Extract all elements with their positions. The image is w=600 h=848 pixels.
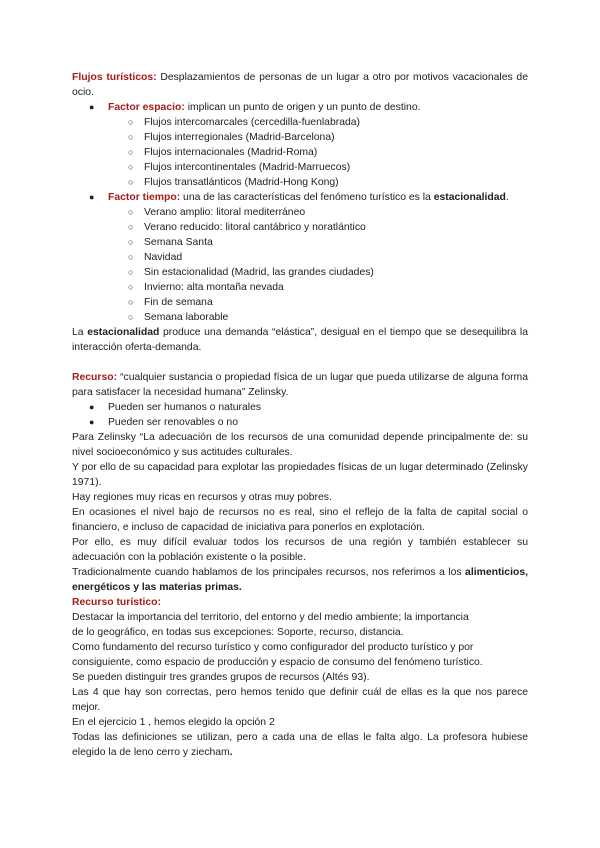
turistico-line: Se pueden distinguir tres grandes grupos de recursos (Altés 93). bbox=[72, 672, 370, 683]
document-body bbox=[72, 70, 528, 760]
filled-bullet-icon: ● bbox=[89, 402, 95, 412]
tiempo-subitem bbox=[72, 250, 528, 265]
flujos-paragraph bbox=[72, 70, 528, 100]
espacio-subitem-text: Flujos internacionales (Madrid-Roma) bbox=[144, 147, 318, 158]
factor-tiempo-bold: estacionalidad bbox=[433, 192, 506, 203]
flujos-factor-list bbox=[72, 100, 528, 325]
tiempo-subitem bbox=[72, 205, 528, 220]
tiempo-subitem bbox=[72, 220, 528, 235]
filled-bullet-icon: ● bbox=[89, 102, 95, 112]
capacidad-paragraph: Y por ello de su capacidad para explotar las propiedades físicas de un lugar determinado (Zelinsky 1971). bbox=[72, 462, 528, 488]
evaluar-paragraph: Por ello, es muy difícil evaluar todos los recursos de una región y también establecer su adecuación con la población existente o la posible. bbox=[72, 537, 528, 563]
espacio-subitem bbox=[72, 175, 528, 190]
tiempo-subitem-text: Invierno: alta montaña nevada bbox=[144, 282, 284, 293]
espacio-subitem-text: Flujos transatlánticos (Madrid-Hong Kong) bbox=[144, 177, 339, 188]
tiempo-subitem-text: Fin de semana bbox=[144, 297, 213, 308]
espacio-subitem-text: Flujos intercomarcales (cercedilla-fuenlabrada) bbox=[144, 117, 360, 128]
hollow-bullet-icon: ○ bbox=[128, 147, 134, 157]
recurso-heading: Recurso: bbox=[72, 372, 118, 383]
estacionalidad-paragraph bbox=[72, 325, 528, 355]
estacionalidad-bold: estacionalidad bbox=[87, 327, 160, 338]
definiciones-text: Todas las definiciones se utilizan, pero a cada una de ellas le falta algo. La profesora hubiese elegido la de leno cerro y ziecham bbox=[72, 732, 528, 758]
recurso-turistico-heading: Recurso turístico: bbox=[72, 597, 161, 608]
tiempo-subitem bbox=[72, 310, 528, 325]
tiempo-subitem-text: Navidad bbox=[144, 252, 183, 263]
hollow-bullet-icon: ○ bbox=[128, 267, 134, 277]
espacio-subitem-text: Flujos intercontinentales (Madrid-Marruecos) bbox=[144, 162, 351, 173]
tiempo-subitem-text: Semana laborable bbox=[144, 312, 229, 323]
turistico-line: consiguiente, como espacio de producción y espacio de consumo del fenómeno turístico. bbox=[72, 657, 483, 668]
turistico-line: de lo geográfico, en todas sus excepciones: Soporte, recurso, distancia. bbox=[72, 627, 404, 638]
recurso-paragraph bbox=[72, 370, 528, 400]
nivel-bajo-paragraph: En ocasiones el nivel bajo de recursos no es real, sino el reflejo de la falta de capital social o financiero, e incluso de capacidad de iniciativa para ponerlos en explotación. bbox=[72, 507, 528, 533]
hollow-bullet-icon: ○ bbox=[128, 297, 134, 307]
recurso-definition: “cualquier sustancia o propiedad física de un lugar que pueda utilizarse de alguna forma para satisfacer la necesidad humana” Zelinsky. bbox=[72, 372, 528, 398]
tiempo-subitem-text: Verano amplio: litoral mediterráneo bbox=[144, 207, 306, 218]
filled-bullet-icon: ● bbox=[89, 192, 95, 202]
factor-tiempo-end: . bbox=[505, 192, 509, 203]
flujos-text: Desplazamientos de personas de un lugar a otro por motivos vacacionales de ocio. bbox=[72, 72, 528, 98]
factor-espacio-label: Factor espacio: bbox=[108, 102, 185, 113]
filled-bullet-icon: ● bbox=[89, 417, 95, 427]
espacio-subitem-text: Flujos interregionales (Madrid-Barcelona) bbox=[144, 132, 335, 143]
estacionalidad-pre: La bbox=[72, 327, 88, 338]
turistico-line: Destacar la importancia del territorio, del entorno y del medio ambiente; la importancia bbox=[72, 612, 469, 623]
hollow-bullet-icon: ○ bbox=[128, 282, 134, 292]
hollow-bullet-icon: ○ bbox=[128, 207, 134, 217]
definiciones-paragraph bbox=[72, 730, 528, 760]
hollow-bullet-icon: ○ bbox=[128, 312, 134, 322]
factor-espacio-item bbox=[72, 100, 528, 115]
ejercicio-paragraph: En el ejercicio 1 , hemos elegido la opción 2 bbox=[72, 717, 275, 728]
espacio-subitem bbox=[72, 130, 528, 145]
tiempo-subitem-text: Semana Santa bbox=[144, 237, 213, 248]
tiempo-subitem bbox=[72, 295, 528, 310]
estacionalidad-post: produce una demanda “elástica”, desigual en el tiempo que se desequilibra la interacción oferta-demanda. bbox=[72, 327, 528, 353]
tiempo-subitem bbox=[72, 280, 528, 295]
recurso-bullet-item bbox=[72, 400, 528, 415]
espacio-subitem bbox=[72, 160, 528, 175]
hollow-bullet-icon: ○ bbox=[128, 237, 134, 247]
recurso-bullet-text: Pueden ser humanos o naturales bbox=[108, 402, 262, 413]
recurso-bullet-text: Pueden ser renovables o no bbox=[108, 417, 238, 428]
flujos-heading: Flujos turísticos: bbox=[72, 72, 157, 83]
factor-espacio-text: implican un punto de origen y un punto de destino. bbox=[184, 102, 421, 113]
recurso-bullet-item bbox=[72, 415, 528, 430]
factor-tiempo-label: Factor tiempo: bbox=[108, 192, 181, 203]
correctas-paragraph: Las 4 que hay son correctas, pero hemos tenido que definir cuál de ellas es la que nos parece mejor. bbox=[72, 687, 528, 713]
espacio-subitem bbox=[72, 115, 528, 130]
recurso-bullet-list bbox=[72, 400, 528, 430]
hollow-bullet-icon: ○ bbox=[128, 252, 134, 262]
hollow-bullet-icon: ○ bbox=[128, 177, 134, 187]
hollow-bullet-icon: ○ bbox=[128, 222, 134, 232]
hollow-bullet-icon: ○ bbox=[128, 162, 134, 172]
tradicional-text: Tradicionalmente cuando hablamos de los principales recursos, nos referimos a los bbox=[72, 567, 466, 578]
factor-tiempo-text: una de las características del fenómeno turístico es la bbox=[180, 192, 434, 203]
section-spacer bbox=[72, 355, 528, 370]
tiempo-subitem bbox=[72, 265, 528, 280]
hollow-bullet-icon: ○ bbox=[128, 117, 134, 127]
regiones-paragraph: Hay regiones muy ricas en recursos y otras muy pobres. bbox=[72, 492, 332, 503]
recurso-turistico-heading-line bbox=[72, 595, 528, 610]
espacio-subitem bbox=[72, 145, 528, 160]
tiempo-subitem-text: Sin estacionalidad (Madrid, las grandes ciudades) bbox=[144, 267, 374, 278]
hollow-bullet-icon: ○ bbox=[128, 132, 134, 142]
tradicional-bold: alimenticios, energéticos y las materias primas. bbox=[72, 567, 528, 593]
tradicional-paragraph bbox=[72, 565, 528, 595]
zelinsky-paragraph: Para Zelinsky “La adecuación de los recursos de una comunidad depende principalmente de: su nivel socioeconómico y sus actitudes culturales. bbox=[72, 432, 528, 458]
factor-tiempo-item bbox=[72, 190, 528, 205]
turistico-line: Como fundamento del recurso turístico y como configurador del producto turístico y por bbox=[72, 642, 474, 653]
tiempo-subitem-text: Verano reducido: litoral cantábrico y noratlántico bbox=[144, 222, 366, 233]
tiempo-subitem bbox=[72, 235, 528, 250]
definiciones-end: . bbox=[229, 747, 233, 758]
